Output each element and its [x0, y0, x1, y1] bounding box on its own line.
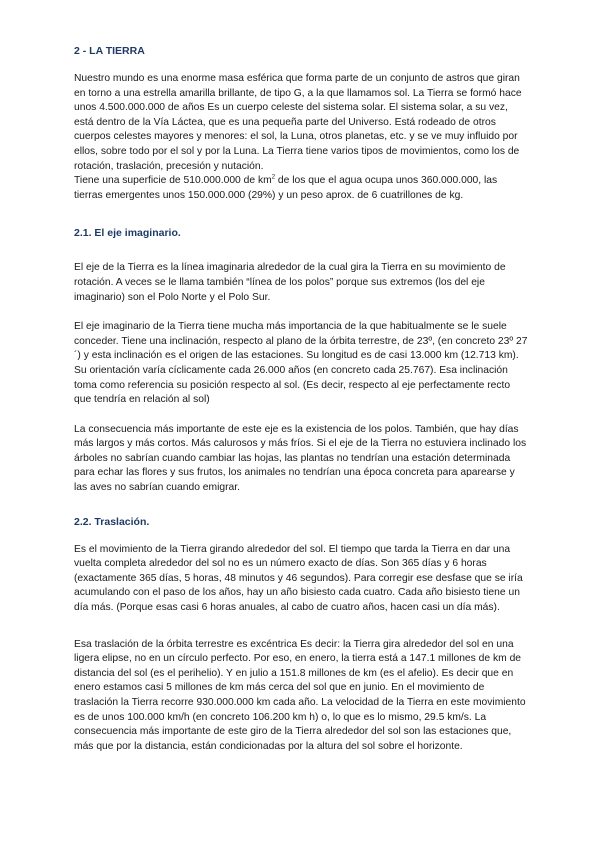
page-title: 2 - LA TIERRA	[74, 45, 145, 57]
superscript-2: 2	[271, 174, 276, 181]
section-heading-traslacion: 2.2. Traslación.	[74, 515, 150, 528]
traslacion-paragraph-2: Esa traslación de la órbita terrestre es excéntrica Es decir: la Tierra gira alrededor del sol en una ligera elipse, no en un círculo perfecto. Por eso, en enero, la tierra está a 147.1 millones de km de distancia del sol (es el perihelio). Y en julio a 151.8 millones de km (es el afelio). Es decir que en enero estamos casi 5 millones de km más cerca del sol que en junio. En el movimiento de traslación la Tierra recorre 930.000.000 km cada año. La velocidad de la Tierra en este movimiento es de unos 100.000 km/h (en concreto 106.200 km h) o, lo que es lo mismo, 29.5 km/s. La consecuencia más importante de este giro de la Tierra alrededor del sol son las estaciones que, más que por la distancia, están condicionadas por la altura del sol sobre el horizonte.	[74, 638, 526, 752]
eje-paragraph-2: El eje imaginario de la Tierra tiene mucha más importancia de la que habitualmente se le suele conceder. Tiene una inclinación, respecto al plano de la órbita terrestre, de 23º, (en concreto 23º 27´) y esta inclinación es el origen de las estaciones. Su longitud es de casi 13.000 km (12.713 km). Su orientación varía cíclicamente cada 26.000 años (en concreto cada 25.767). Esa inclinación toma como referencia su posición respecto al sol. (Es decir, respecto al eje perfectamente recto que tendría en relación al sol)	[74, 321, 528, 406]
eje-paragraph-3: La consecuencia más importante de este eje es la existencia de los polos. También, que hay días más largos y más cortos. Más calurosos y más fríos. Si el eje de la Tierra no estuviera inclinado los árboles no sabrían cuando cambiar las hojas, las plantas no tendrían una estación determinada para echar las flores y sus frutos, los animales no tendrían una época concreta para aparearse y las aves no sabrían cuando emigrar.	[74, 423, 527, 494]
traslacion-paragraph-1: Es el movimiento de la Tierra girando alrededor del sol. El tiempo que tarda la Tierra en dar una vuelta completa alrededor del sol no es un número exacto de días. Son 365 días y 6 horas (exactamente 365 días, 5 horas, 48 minutos y 46 segundos). Para corregir ese desfase que se iría acumulando con el paso de los años, hay un año bisiesto cada cuatro. Cada año bisiesto tiene un día más. (Porque esas casi 6 horas anuales, al cabo de cuatro años, hacen casi un día más).	[74, 543, 523, 614]
surface-text-end: de los que el agua ocupa unos 360.000.000, las tierras emergentes unos 150.000.000 (29%) y un peso aprox. de 6 cuatrillones de kg.	[74, 175, 498, 201]
section-heading-eje: 2.1. El eje imaginario.	[74, 227, 181, 240]
intro-paragraph-1: Nuestro mundo es una enorme masa esférica que forma parte de un conjunto de astros que giran en torno a una estrella amarilla brillante, de tipo G, a la que llamamos sol. La Tierra se formó hace unos 4.500.000.000 de años Es un cuerpo celeste del sistema solar. El sistema solar, a su vez, está dentro de la Vía Láctea, que es una pequeña parte del Universo. Está rodeado de otros cuerpos celestes mayores y menores: el sol, la Luna, otros planetas, etc. y se ve muy influido por ellos, sobre todo por el sol y por la Luna. La Tierra tiene varios tipos de movimientos, como los de rotación, traslación, precesión y nutación.	[74, 73, 522, 172]
eje-paragraph-1: El eje de la Tierra es la línea imaginaria alrededor de la cual gira la Tierra en su movimiento de rotación. A veces se le llama también “línea de los polos” porque sus extremos (los del eje imaginario) son el Polo Norte y el Polo Sur.	[74, 262, 506, 303]
surface-text-start: Tiene una superficie de 510.000.000 de km	[74, 175, 272, 187]
intro-paragraph-2	[74, 174, 528, 203]
